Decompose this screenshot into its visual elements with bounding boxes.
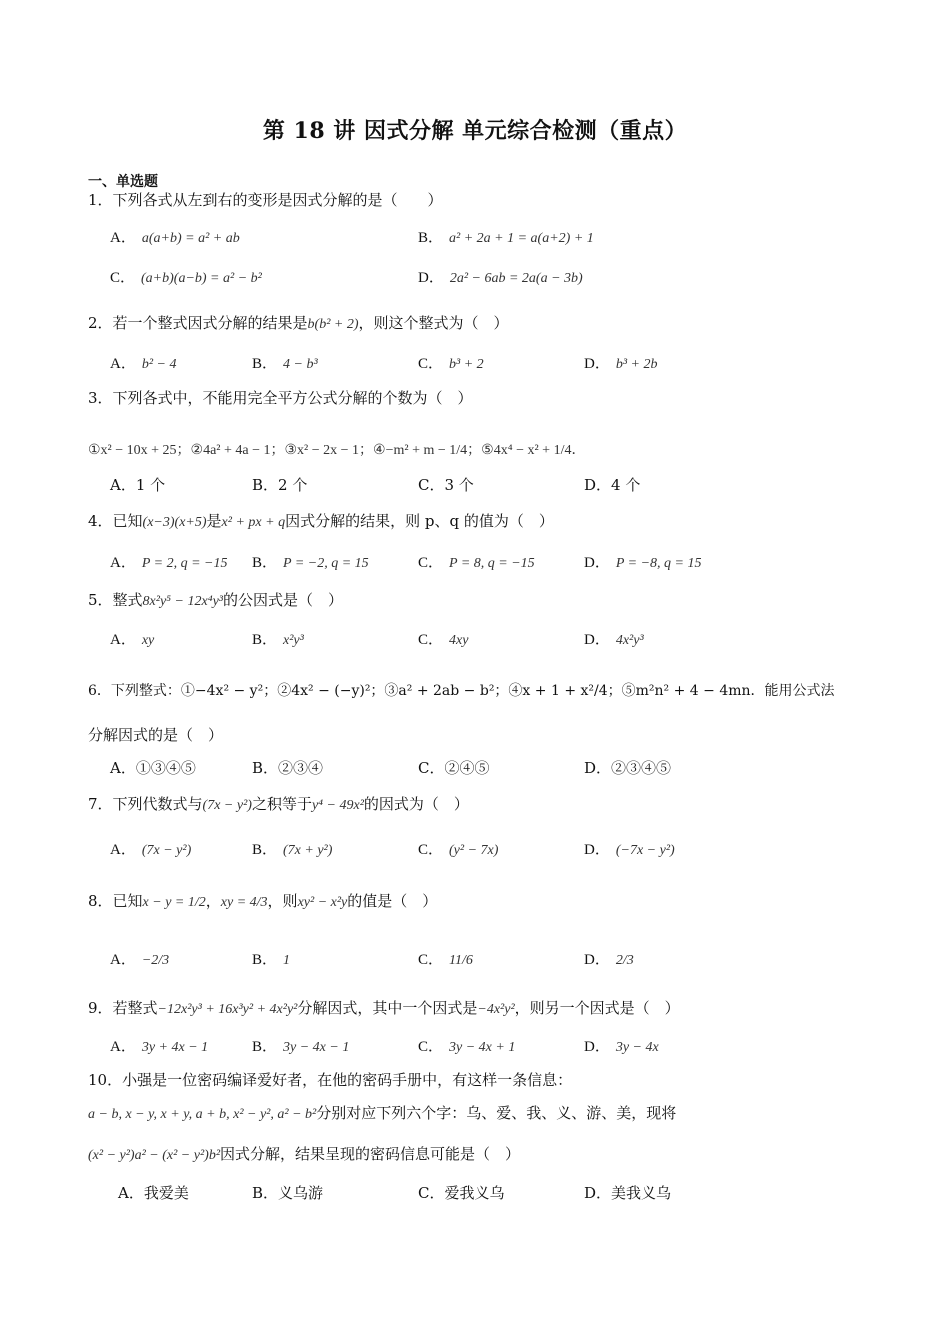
- question-3-stem: 3．下列各式中，不能用完全平方公式分解的个数为（ ）: [88, 389, 473, 407]
- section-heading: 一、单选题: [88, 174, 158, 190]
- question-10-line2: a − b, x − y, x + y, a + b, x² − y², a² − b²分别对应下列六个字：乌、爱、我、义、游、美，现将: [88, 1104, 677, 1122]
- q4-option-d: D． P = −8, q = 15: [584, 555, 702, 571]
- q10-option-c: C．爱我义乌: [418, 1184, 505, 1202]
- question-2-stem: 2．若一个整式因式分解的结果是b(b² + 2)，则这个整式为（ ）: [88, 314, 509, 332]
- question-5-stem: 5．整式8x²y⁵ − 12x⁴y³的公因式是（ ）: [88, 591, 343, 609]
- q5-option-c: C． 4xy: [418, 632, 469, 648]
- q7-option-b: B． (7x + y²): [252, 842, 333, 858]
- q9-option-a: A． 3y + 4x − 1: [110, 1039, 209, 1055]
- q2-option-a: A． b² − 4: [110, 356, 177, 372]
- q2-option-b: B． 4 − b³: [252, 356, 318, 372]
- q10-option-a: A．我爱美: [118, 1184, 189, 1202]
- q8-option-b: B． 1: [252, 952, 291, 968]
- question-1-stem: 1．下列各式从左到右的变形是因式分解的是（ ）: [88, 191, 443, 209]
- question-10-line3: (x² − y²)a² − (x² − y²)b²因式分解，结果呈现的密码信息可能是（ ）: [88, 1145, 521, 1163]
- q2-option-d: D． b³ + 2b: [584, 356, 658, 372]
- q7-option-d: D． (−7x − y²): [584, 842, 675, 858]
- q7-option-a: A． (7x − y²): [110, 842, 192, 858]
- q5-option-b: B． x²y³: [252, 632, 304, 648]
- question-6-stem-line1: 6．下列整式：①−4x² − y²；②4x² − (−y)²；③a² + 2ab − b²；④x + 1 + x²/4；⑤m²n² + 4 − 4mn．能用公式法: [88, 683, 835, 699]
- q4-option-c: C． P = 8, q = −15: [418, 555, 535, 571]
- q7-option-c: C． (y² − 7x): [418, 842, 499, 858]
- q1-option-d: D． 2a² − 6ab = 2a(a − 3b): [418, 270, 583, 286]
- q9-option-c: C． 3y − 4x + 1: [418, 1039, 516, 1055]
- q9-option-d: D． 3y − 4x: [584, 1039, 659, 1055]
- q6-option-a: A．①③④⑤: [110, 759, 196, 777]
- q8-option-a: A． −2/3: [110, 952, 170, 968]
- q4-option-a: A． P = 2, q = −15: [110, 555, 228, 571]
- q5-option-d: D． 4x²y³: [584, 632, 644, 648]
- q1-option-c: C． (a+b)(a−b) = a² − b²: [110, 270, 262, 286]
- question-3-items: ①x² − 10x + 25；②4a² + 4a − 1；③x² − 2x − 1；④−m² + m − 1/4；⑤4x⁴ − x² + 1/4．: [88, 443, 586, 458]
- q1-option-b: B． a² + 2a + 1 = a(a+2) + 1: [418, 230, 594, 246]
- q8-option-c: C． 11/6: [418, 952, 473, 968]
- q8-option-d: D． 2/3: [584, 952, 634, 968]
- q2-option-c: C． b³ + 2: [418, 356, 484, 372]
- q3-option-d: D．4 个: [584, 476, 641, 494]
- question-8-stem: 8．已知x − y = 1/2，xy = 4/3，则xy² − x²y的值是（ ）: [88, 892, 438, 910]
- q9-option-b: B． 3y − 4x − 1: [252, 1039, 350, 1055]
- page-title: 第 18 讲 因式分解 单元综合检测（重点）: [262, 118, 688, 144]
- q6-option-b: B．②③④: [252, 759, 324, 777]
- q10-option-b: B．义乌游: [252, 1184, 324, 1202]
- q5-option-a: A． xy: [110, 632, 155, 648]
- q3-option-b: B．2 个: [252, 476, 308, 494]
- question-6-stem-line2: 分解因式的是（ ）: [88, 726, 224, 744]
- q3-option-a: A．1 个: [110, 476, 166, 494]
- question-10-line1: 10．小强是一位密码编译爱好者，在他的密码手册中，有这样一条信息：: [88, 1071, 573, 1089]
- q3-option-c: C．3 个: [418, 476, 474, 494]
- q10-option-d: D．美我义乌: [584, 1184, 672, 1202]
- question-4-stem: 4．已知(x−3)(x+5)是x² + px + q因式分解的结果，则 p、q 的值为（ ）: [88, 512, 554, 530]
- question-9-stem: 9．若整式−12x²y³ + 16x³y² + 4x²y²分解因式，其中一个因式是−4x²y²，则另一个因式是（ ）: [88, 999, 680, 1017]
- q4-option-b: B． P = −2, q = 15: [252, 555, 369, 571]
- q6-option-d: D．②③④⑤: [584, 759, 672, 777]
- q1-option-a: A． a(a+b) = a² + ab: [110, 230, 240, 246]
- q6-option-c: C．②④⑤: [418, 759, 490, 777]
- question-7-stem: 7．下列代数式与(7x − y²)之积等于y⁴ − 49x²的因式为（ ）: [88, 795, 469, 813]
